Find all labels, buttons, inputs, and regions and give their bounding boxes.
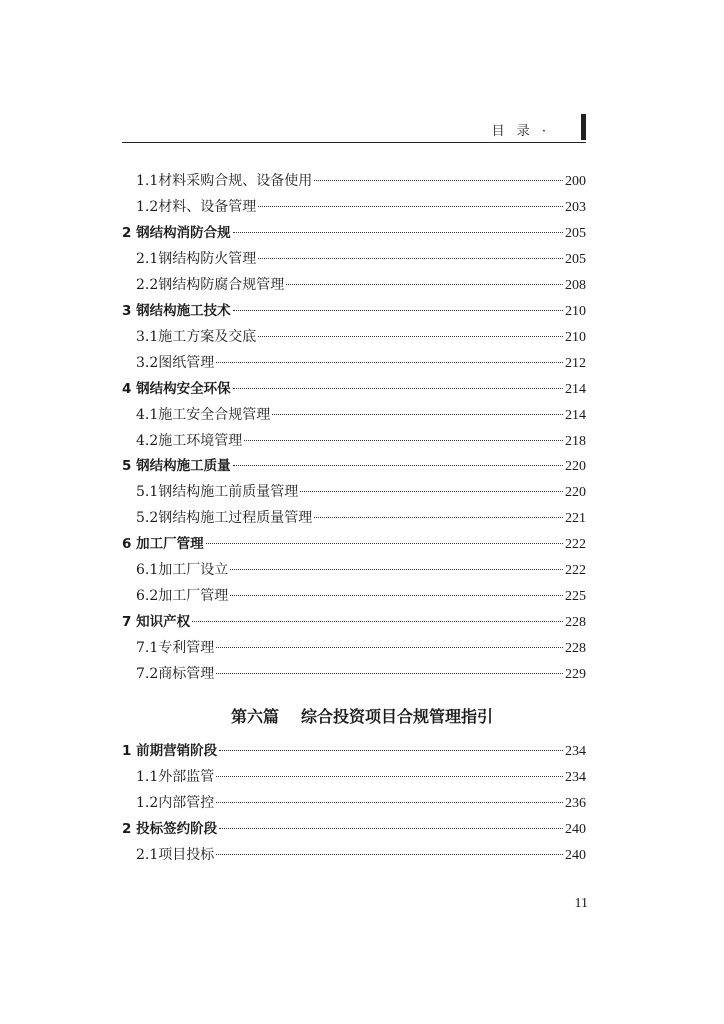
toc-entry-title: 5.2钢结构施工过程质量管理 (136, 510, 313, 527)
toc-section-entry (122, 378, 586, 400)
toc-subsection-entry (136, 637, 586, 659)
toc-entry-page: 200 (565, 174, 586, 189)
toc-entry-page: 225 (565, 589, 586, 605)
part-title: 综合投资项目合规管理指引 (301, 707, 494, 726)
toc-entry-page: 220 (565, 459, 586, 475)
toc-entry-page: 228 (565, 641, 586, 657)
toc-entry-title: 2 钢结构消防合规 (122, 224, 231, 241)
toc-entry-title: 2.1项目投标 (136, 847, 215, 863)
toc-entry-title: 3 钢结构施工技术 (122, 302, 231, 319)
part-number: 第六篇 (230, 707, 279, 726)
toc-subsection-entry (136, 559, 586, 581)
toc-entry-title: 7.2商标管理 (136, 666, 215, 683)
header-bar-mark (581, 114, 586, 140)
toc-entry-title: 6.2加工厂管理 (136, 588, 229, 605)
toc-subsection-entry (136, 170, 586, 192)
toc-entry-page: 236 (565, 796, 586, 811)
toc-entry-page: 222 (565, 563, 586, 579)
toc-subsection-entry (136, 248, 586, 270)
toc-entry-page: 210 (565, 329, 586, 345)
toc-entry-page: 203 (565, 199, 586, 215)
toc-entry-title: 2.2钢结构防腐合规管理 (136, 276, 285, 293)
toc-entry-title: 5 钢结构施工质量 (122, 458, 231, 475)
toc-entry-page: 222 (565, 537, 586, 553)
toc-entry-title: 2.1钢结构防火管理 (136, 250, 257, 267)
toc-entry-page: 208 (565, 277, 586, 293)
toc-entry-page: 234 (565, 770, 586, 785)
toc-subsection-entry (136, 481, 586, 503)
dot-leader (216, 362, 563, 363)
running-header (122, 112, 586, 143)
toc-entry-page: 234 (565, 744, 586, 759)
toc-subsection-entry (136, 430, 586, 452)
toc-entry-title: 7 知识产权 (122, 614, 191, 631)
toc-entry-page: 210 (565, 303, 586, 319)
toc-entry-page: 228 (565, 615, 586, 631)
dot-leader (219, 828, 563, 829)
toc-entry-page: 205 (565, 225, 586, 241)
dot-leader (219, 750, 563, 751)
toc-section-entry (122, 300, 586, 322)
dot-leader (192, 621, 563, 622)
toc-entry-title: 1 前期营销阶段 (122, 743, 218, 759)
dot-leader (233, 232, 563, 233)
toc-entry-title: 5.1钢结构施工前质量管理 (136, 484, 299, 501)
toc-entry-title: 1.1外部监管 (136, 769, 215, 785)
toc-entry-title: 4.2施工环境管理 (136, 432, 243, 449)
toc-subsection-entry (136, 844, 586, 866)
toc-section-entry (122, 611, 586, 633)
toc-section-entry (122, 533, 586, 555)
part-heading (0, 704, 724, 727)
toc-entry-title: 6 加工厂管理 (122, 536, 204, 553)
toc-entry-title: 4.1施工安全合规管理 (136, 406, 271, 423)
toc-entry-title: 6.1加工厂设立 (136, 562, 229, 579)
dot-leader (258, 336, 563, 337)
toc-entry-page: 240 (565, 848, 586, 863)
toc-subsection-entry (136, 326, 586, 348)
toc-entry-title: 1.2材料、设备管理 (136, 198, 257, 215)
dot-leader (233, 465, 563, 466)
toc-subsection-entry (136, 766, 586, 788)
dot-leader (314, 517, 563, 518)
toc-subsection-entry (136, 585, 586, 607)
toc-section-entry (122, 222, 586, 244)
dot-leader (216, 673, 563, 674)
toc-entry-page: 214 (565, 407, 586, 423)
toc-entry-title: 1.1材料采购合规、设备使用 (136, 173, 313, 189)
dot-leader (244, 440, 563, 441)
dot-leader (216, 776, 563, 777)
dot-leader (233, 388, 563, 389)
toc-section-entry (122, 740, 586, 762)
dot-leader (286, 284, 563, 285)
running-header-text: 目 录 · (491, 124, 550, 139)
toc-entry-page: 229 (565, 667, 586, 683)
dot-leader (258, 206, 563, 207)
dot-leader (314, 180, 563, 181)
dot-leader (230, 595, 563, 596)
toc-subsection-entry (136, 507, 586, 529)
dot-leader (216, 854, 563, 855)
toc-section-entry (122, 818, 586, 840)
toc-section-entry (122, 455, 586, 477)
toc-entry-title: 4 钢结构安全环保 (122, 380, 231, 397)
toc-entry-page: 220 (565, 485, 586, 501)
dot-leader (272, 414, 563, 415)
toc-entry-title: 3.1施工方案及交底 (136, 328, 257, 345)
toc-subsection-entry (136, 196, 586, 218)
dot-leader (300, 491, 563, 492)
dot-leader (233, 310, 563, 311)
toc-entry-page: 214 (565, 381, 586, 397)
dot-leader (216, 647, 563, 648)
dot-leader (206, 543, 563, 544)
toc-entry-title: 7.1专利管理 (136, 640, 215, 657)
toc-subsection-entry (136, 274, 586, 296)
toc-entry-title: 2 投标签约阶段 (122, 821, 218, 837)
dot-leader (258, 258, 563, 259)
toc-entry-title: 3.2图纸管理 (136, 354, 215, 371)
dot-leader (216, 802, 563, 803)
toc-subsection-entry (136, 352, 586, 374)
dot-leader (230, 569, 563, 570)
toc-subsection-entry (136, 792, 586, 814)
toc-entry-page: 205 (565, 251, 586, 267)
page-number: 11 (574, 896, 588, 911)
toc-entry-title: 1.2内部管控 (136, 795, 215, 811)
toc-entry-page: 218 (565, 433, 586, 449)
toc-subsection-entry (136, 404, 586, 426)
toc-entry-page: 240 (565, 822, 586, 837)
toc-subsection-entry (136, 663, 586, 685)
toc-entry-page: 212 (565, 355, 586, 371)
toc-entry-page: 221 (565, 511, 586, 527)
